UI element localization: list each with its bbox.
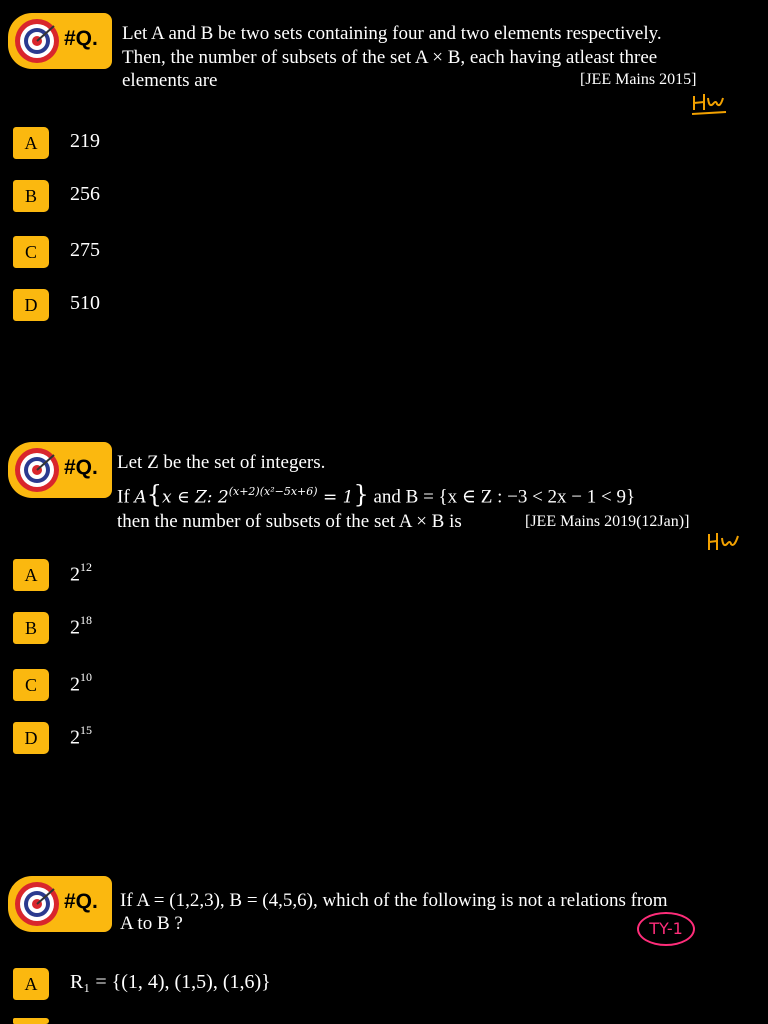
brace-open: { bbox=[146, 480, 162, 509]
handwritten-note-ty1: TY-1 bbox=[637, 912, 695, 946]
question-label: #Q. bbox=[64, 27, 98, 50]
option-c[interactable] bbox=[13, 669, 49, 701]
question-2-line-2 bbox=[117, 479, 635, 510]
set-a-rhs: = 1 bbox=[317, 487, 354, 508]
question-label: #Q. bbox=[64, 456, 98, 479]
option-d[interactable] bbox=[13, 722, 49, 754]
svg-text:HW: HW bbox=[705, 528, 707, 529]
question-3-line-2: A to B ? bbox=[120, 913, 183, 934]
option-d[interactable] bbox=[13, 289, 49, 321]
option-key: C bbox=[24, 675, 37, 695]
option-c-value: 275 bbox=[70, 239, 100, 261]
option-b[interactable] bbox=[13, 612, 49, 644]
option-d-value: 510 bbox=[70, 292, 100, 314]
option-key: D bbox=[24, 728, 38, 748]
option-b-partial[interactable] bbox=[13, 1018, 49, 1024]
option-a[interactable] bbox=[13, 559, 49, 591]
question-3-line-1: If A = (1,2,3), B = (4,5,6), which of the following is not a relations from bbox=[120, 890, 668, 911]
target-icon bbox=[14, 18, 60, 64]
question-1-line-1: Let A and B be two sets containing four and two elements respectively. bbox=[122, 23, 662, 44]
option-key: A bbox=[24, 133, 38, 153]
handwritten-note-hw-1 bbox=[690, 88, 730, 118]
set-a-exponent: (x+2)(x²−5x+6) bbox=[228, 485, 318, 498]
option-key: C bbox=[24, 242, 37, 262]
question-2-line-1: Let Z be the set of integers. bbox=[117, 452, 326, 473]
question-badge-1 bbox=[8, 13, 112, 69]
option-c-value: $2^{10}$ bbox=[70, 670, 92, 696]
option-a-value: R₁ = {(1, 4), (1,5), (1,6)} bbox=[70, 971, 271, 993]
question-badge-3 bbox=[8, 876, 112, 932]
option-a[interactable] bbox=[13, 127, 49, 159]
target-icon bbox=[14, 447, 60, 493]
question-1-line-3: elements are bbox=[122, 70, 218, 91]
option-d-value: $2^{15}$ bbox=[70, 723, 92, 749]
option-c[interactable] bbox=[13, 236, 49, 268]
target-icon bbox=[14, 881, 60, 927]
handwritten-note-hw-2 bbox=[705, 528, 745, 554]
question-badge-2 bbox=[8, 442, 112, 498]
set-a-condition: x ∈ Z: 2 bbox=[161, 487, 229, 508]
question-1-source: [JEE Mains 2015] bbox=[580, 71, 697, 88]
option-key: A bbox=[24, 974, 38, 994]
option-a[interactable] bbox=[13, 968, 49, 1000]
option-a-value: 219 bbox=[70, 130, 100, 152]
option-a-value: $2^{12}$ bbox=[70, 560, 92, 586]
option-key: A bbox=[24, 565, 38, 585]
option-key: D bbox=[24, 295, 38, 315]
set-a-symbol: A bbox=[134, 487, 147, 508]
set-b-definition: and B = {x ∈ Z : −3 < 2x − 1 < 9} bbox=[373, 486, 636, 508]
svg-text:HW: HW bbox=[690, 88, 692, 89]
option-key: B bbox=[24, 618, 37, 638]
option-key: B bbox=[24, 186, 37, 206]
option-b-value: 256 bbox=[70, 183, 100, 205]
option-b[interactable] bbox=[13, 180, 49, 212]
if-word: If bbox=[117, 486, 130, 508]
brace-close: } bbox=[353, 480, 369, 509]
question-2-line-3: then the number of subsets of the set A × B is bbox=[117, 511, 462, 532]
question-label: #Q. bbox=[64, 890, 98, 913]
question-1-line-2: Then, the number of subsets of the set A × B, each having atleast three bbox=[122, 47, 658, 68]
option-b-value: $2^{18}$ bbox=[70, 613, 92, 639]
question-2-source: [JEE Mains 2019(12Jan)] bbox=[525, 513, 690, 530]
